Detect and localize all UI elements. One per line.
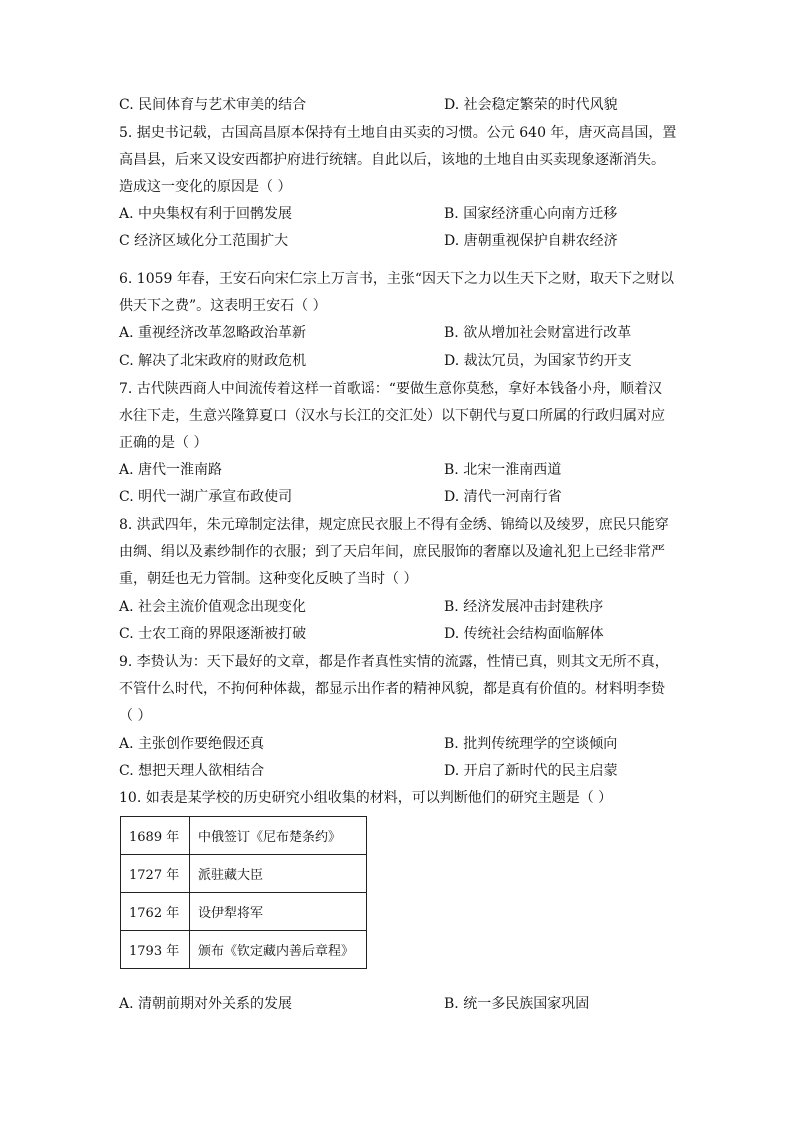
q5-stem-line-2: 高昌县，后来又设安西都护府进行统辖。自此以后，该地的土地自由买卖现象逐渐消失。 [119, 152, 665, 168]
q5-option-d: D. 唐朝重视保护自耕农经济 [444, 233, 618, 249]
q8-option-a: A. 社会主流价值观念出现变化 [119, 599, 307, 615]
q5-stem-line-3: 造成这一变化的原因是（ ） [119, 179, 292, 195]
q7-option-d: D. 清代一河南行省 [444, 489, 562, 505]
table-cell-year: 1689 年 [121, 817, 190, 855]
table-cell-event: 颁布《钦定藏内善后章程》 [190, 931, 367, 969]
table-row [121, 855, 367, 893]
q6-option-d: D. 裁汰冗员，为国家节约开支 [444, 353, 632, 369]
table-row [121, 817, 367, 855]
q9-option-c: C. 想把天理人欲相结合 [119, 763, 265, 779]
table-cell-event: 设伊犁将军 [190, 893, 367, 931]
table-cell-year: 1727 年 [121, 855, 190, 893]
q4-option-c: C. 民间体育与艺术审美的结合 [119, 97, 307, 113]
q8-option-c: C. 士农工商的界限逐渐被打破 [119, 626, 307, 642]
q10-stem: 10. 如表是某学校的历史研究小组收集的材料，可以判断他们的研究主题是（ ） [119, 790, 613, 806]
q9-stem-line-1: 9. 李贽认为：天下最好的文章，都是作者真性实情的流露，性情已真，则其文无所不真， [119, 654, 669, 670]
table-row [121, 931, 367, 969]
q6-option-a: A. 重视经济改革忽略政治革新 [119, 325, 307, 341]
q4-option-d: D. 社会稳定繁荣的时代风貌 [444, 97, 618, 113]
table-cell-event: 派驻藏大臣 [190, 855, 367, 893]
q7-stem-line-2: 水往下走，生意兴隆算夏口（汉水与长江的交汇处）以下朝代与夏口所属的行政归属对应 [119, 408, 665, 424]
table-cell-year: 1793 年 [121, 931, 190, 969]
q5-option-a: A. 中央集权有利于回鹘发展 [119, 206, 293, 222]
q10-option-b: B. 统一多民族国家巩固 [444, 996, 590, 1012]
q5-stem-line-1: 5. 据史书记载，古国高昌原本保持有土地自由买卖的习惯。公元 640 年，唐灭高昌国，置 [119, 125, 677, 141]
history-table [120, 816, 367, 969]
q6-option-c: C. 解决了北宋政府的财政危机 [119, 353, 307, 369]
q8-option-b: B. 经济发展冲击封建秩序 [444, 599, 604, 615]
table-cell-event: 中俄签订《尼布楚条约》 [190, 817, 367, 855]
q7-stem-line-3: 正确的是（ ） [119, 435, 208, 451]
q7-option-c: C. 明代一湖广承宣布政使司 [119, 489, 293, 505]
q8-stem-line-1: 8. 洪武四年，朱元璋制定法律，规定庶民衣服上不得有金绣、锦绮以及绫罗，庶民只能穿 [119, 517, 669, 533]
q7-stem-line-1: 7. 古代陕西商人中间流传着这样一首歌谣：“要做生意你莫愁，拿好本钱备小舟，顺着汉 [119, 381, 662, 397]
q8-stem-line-2: 由绸、绢以及素纱制作的衣服；到了天启年间，庶民服饰的奢靡以及逾礼犯上已经非常严 [119, 544, 665, 560]
q9-option-b: B. 批判传统理学的空谈倾向 [444, 736, 618, 752]
table-row [121, 893, 367, 931]
q9-option-a: A. 主张创作要绝假还真 [119, 736, 265, 752]
q8-stem-line-3: 重，朝廷也无力管制。这种变化反映了当时（ ） [119, 571, 418, 587]
q6-stem-line-1: 6. 1059 年春，王安石向宋仁宗上万言书，主张“因天下之力以生天下之财，取天下之财以 [119, 271, 675, 287]
q8-option-d: D. 传统社会结构面临解体 [444, 626, 604, 642]
q6-option-b: B. 欲从增加社会财富进行改革 [444, 325, 632, 341]
q9-stem-line-3: （ ） [119, 708, 152, 724]
q10-option-a: A. 清朝前期对外关系的发展 [119, 996, 293, 1012]
q9-stem-line-2: 不管什么时代，不拘何种体裁，都显示出作者的精神风貌，都是真有价值的。材料明李贽 [119, 681, 665, 697]
q6-stem-line-2: 供天下之费”。这表明王安石（ ） [119, 298, 327, 314]
q5-option-b: B. 国家经济重心向南方迁移 [444, 206, 618, 222]
table-cell-year: 1762 年 [121, 893, 190, 931]
q5-option-c: C 经济区域化分工范围扩大 [119, 233, 289, 249]
q9-option-d: D. 开启了新时代的民主启蒙 [444, 763, 618, 779]
q7-option-b: B. 北宋一淮南西道 [444, 462, 562, 478]
q7-option-a: A. 唐代一淮南路 [119, 462, 223, 478]
